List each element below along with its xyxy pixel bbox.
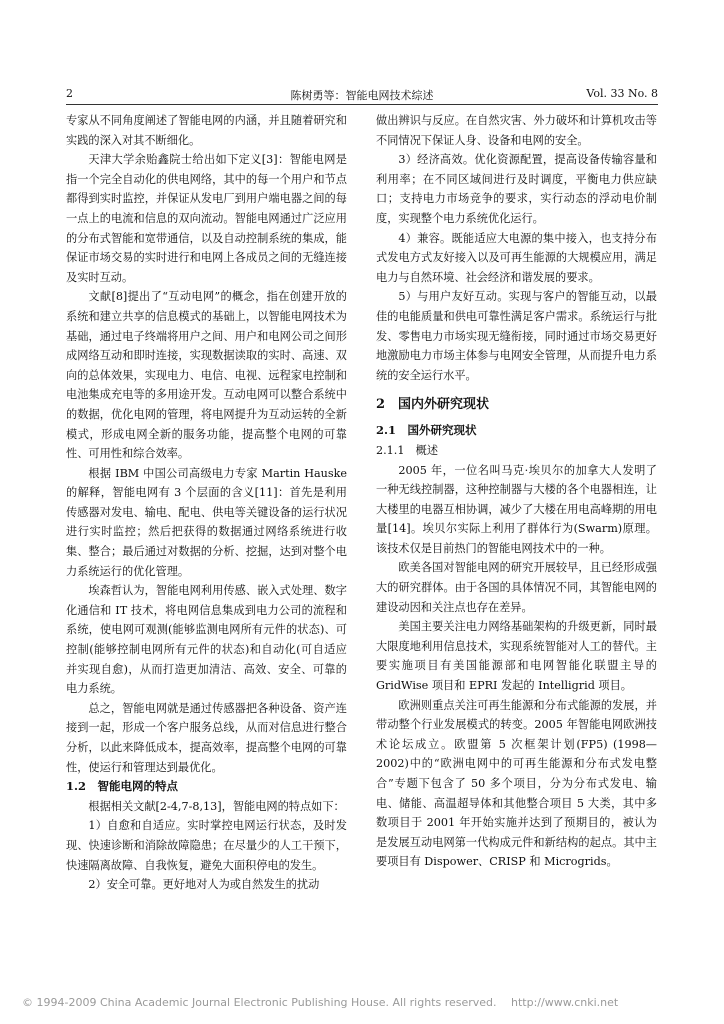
paragraph: 天津大学余贻鑫院士给出如下定义[3]：智能电网是指一个完全自动化的供电网络，其中的每一个用户和节点都得到实时监控，并保证从发电厂到用户端电器之间的每一点上的电流和信息的双向流动。智能电网通过广泛应用的分布式智能和宽带通信，以及自动控制系统的集成，能保证市场交易的实时进行和电网上各成员之间的无缝连接及实时互动。 [66, 153, 347, 284]
paragraph: 5）与用户友好互动。实现与客户的智能互动，以最佳的电能质量和供电可靠性满足客户需求。系统运行与批发、零售电力市场实现无缝衔接，同时通过市场交易更好地激励电力市场主体参与电网安全管理，从而提升电力系统的安全运行水平。 [376, 290, 657, 382]
section-heading-2: 2 国内外研究现状 [376, 397, 490, 413]
section-heading-2-1-1: 2.1.1 概述 [376, 443, 439, 457]
section-heading-1-2: 1.2 智能电网的特点 [66, 779, 179, 794]
paragraph: 根据相关文献[2-4,7-8,13]，智能电网的特点如下： [88, 799, 345, 813]
right-column [376, 111, 657, 872]
paragraph: 专家从不同角度阐述了智能电网的内涵，并且随着研究和实践的深入对其不断细化。 [66, 114, 347, 147]
paragraph: 美国主要关注电力网络基础架构的升级更新，同时最大限度地利用信息技术，实现系统智能对人工的替代。主要实施项目有美国能源部和电网智能化联盟主导的 GridWise 项目和 EPRI 发起的 Intelligrid 项目。 [376, 620, 657, 693]
paragraph: 3）经济高效。优化资源配置，提高设备传输容量和利用率；在不同区域间进行及时调度，平衡电力供应缺口；支持电力市场竞争的要求，实行动态的浮动电价制度，实现整个电力系统优化运行。 [376, 153, 657, 225]
paragraph: 总之，智能电网就是通过传感器把各种设备、资产连接到一起，形成一个客户服务总线，从而对信息进行整合分析，以此来降低成本，提高效率，提高整个电网的可靠性，使运行和管理达到最优化。 [66, 701, 347, 774]
running-title: 陈树勇等：智能电网技术综述 [290, 89, 434, 102]
paragraph: 2）安全可靠。更好地对人为或自然发生的扰动 [88, 878, 320, 892]
paragraph: 埃森哲认为，智能电网利用传感、嵌入式处理、数字化通信和 IT 技术，将电网信息集成到电力公司的流程和系统，使电网可观测(能够监测电网所有元件的状态)、可控制(能够控制电网所有元件的状态)和自动化(可自适应并实现自愈)，从而打造更加清洁、高效、安全、可靠的电力系统。 [66, 584, 347, 696]
section-heading-2-1: 2.1 国外研究现状 [376, 423, 477, 438]
paragraph: 做出辨识与反应。在自然灾害、外力破坏和计算机攻击等不同情况下保证人身、设备和电网的安全。 [376, 114, 657, 147]
paragraph: 4）兼容。既能适应大电源的集中接入，也支持分布式发电方式友好接入以及可再生能源的大规模应用，满足电力与自然环境、社会经济和谐发展的要求。 [376, 231, 657, 284]
volume-label: Vol. 33 No. 8 [586, 87, 658, 100]
paragraph: 1）自愈和自适应。实时掌控电网运行状态，及时发现、快速诊断和消除故障隐患；在尽量少的人工干预下，快速隔离故障、自我恢复，避免大面积停电的发生。 [66, 819, 347, 872]
paragraph: 欧美各国对智能电网的研究开展较早，且已经形成强大的研究群体。由于各国的具体情况不同，其智能电网的建设动因和关注点也存在差异。 [376, 561, 657, 614]
running-header [66, 84, 658, 105]
copyright-footer: © 1994-2009 China Academic Journal Electronic Publishing House. All rights reserved. http://www.cnki.net [22, 996, 619, 1009]
paragraph: 文献[8]提出了“互动电网”的概念，指在创建开放的系统和建立共享的信息模式的基础上，以智能电网技术为基础，通过电子终端将用户之间、用户和电网公司之间形成网络互动和即时连接，实现数据读取的实时、高速、双向的总体效果，实现电力、电信、电视、远程家电控制和电池集成充电等的多用途开发。互动电网可以整合系统中的数据，优化电网的管理，将电网提升为互动运转的全新模式，形成电网全新的服务功能，提高整个电网的可靠性、可用性和综合效率。 [66, 290, 347, 461]
page-number: 2 [66, 87, 73, 100]
paragraph: 根据 IBM 中国公司高级电力专家 Martin Hauske 的解释，智能电网有 3 个层面的含义[11]：首先是利用传感器对发电、输电、配电、供电等关键设备的运行状况进行实时监控；然后把获得的数据通过网络系统进行收集、整合；最后通过对数据的分析、挖掘，达到对整个电力系统运行的优化管理。 [66, 466, 347, 578]
left-column [66, 111, 347, 895]
paragraph: 欧洲则重点关注可再生能源和分布式能源的发展，并带动整个行业发展模式的转变。2005 年智能电网欧洲技术论坛成立。欧盟第 5 次框架计划(FP5) (1998—2002)中的“欧洲电网中的可再生能源和分布式发电整合”专题下包含了 50 多个项目，分为分布式发电、输电、储能、高温超导体和其他整合项目 5 大类，其中多数项目于 2001 年开始实施并达到了预期目的，被认为是发展互动电网第一代构成元件和新结构的起点。其中主要项目有 Dispower、CRISP 和 Microgrids。 [376, 698, 657, 869]
paragraph: 2005 年，一位名叫马克·埃贝尔的加拿大人发明了一种无线控制器，这种控制器与大楼的各个电器相连，让大楼里的电器互相协调，减少了大楼在用电高峰期的用电量[14]。埃贝尔实际上利用了群体行为(Swarm)原理。该技术仅是目前热门的智能电网技术中的一种。 [376, 463, 657, 555]
